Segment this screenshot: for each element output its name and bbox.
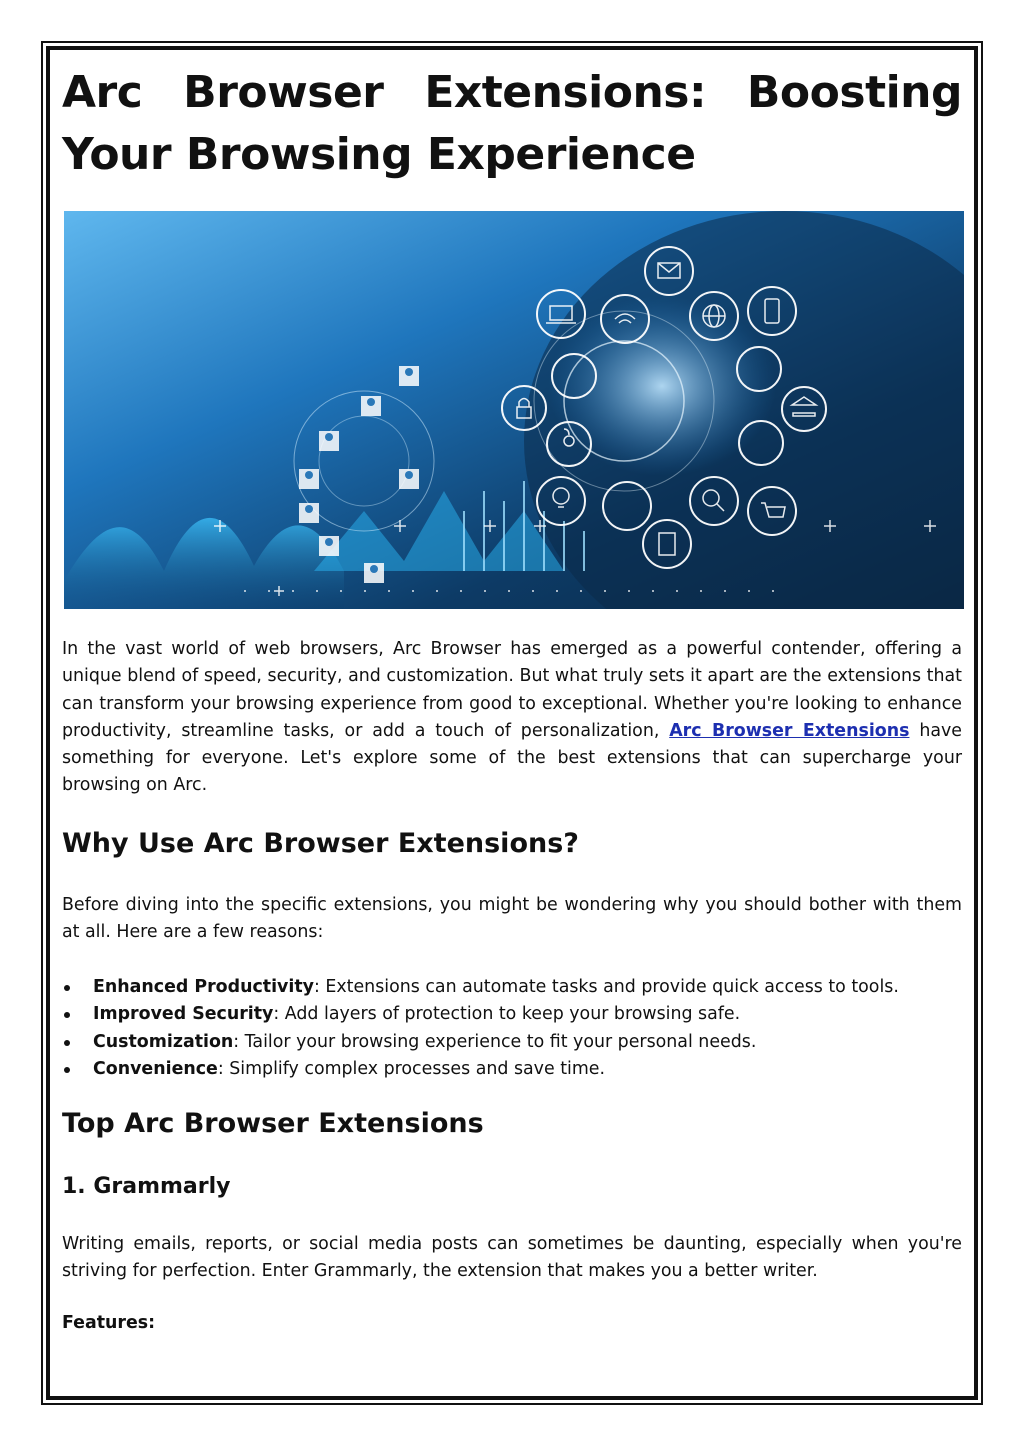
top-extensions-heading: Top Arc Browser Extensions: [62, 1108, 484, 1139]
why-heading: Why Use Arc Browser Extensions?: [62, 828, 579, 859]
bullet-icon: [64, 1012, 70, 1018]
page-title: Arc Browser Extensions: Boosting Your Browsing Experience: [62, 67, 962, 180]
article-header: [62, 62, 962, 186]
bullet-icon: [64, 985, 70, 991]
bullet-icon: [64, 1040, 70, 1046]
reason-term: Convenience: [93, 1059, 218, 1080]
reason-term: Improved Security: [93, 1004, 274, 1025]
arc-extensions-link[interactable]: Arc Browser Extensions: [669, 720, 910, 741]
reason-term: Enhanced Productivity: [93, 977, 314, 997]
grammarly-heading: 1. Grammarly: [62, 1174, 231, 1199]
grammarly-paragraph: Writing emails, reports, or social media posts can sometimes be daunting, especially when you're striving for perfection. Enter Grammarly, the extension that makes you a better writer.: [62, 1234, 962, 1282]
reason-term: Customization: [93, 1031, 234, 1052]
hero-illustration: [64, 211, 964, 609]
intro-text-after-link: have something for everyone. Let's explore some of the best extensions that can supercharge your browsing on Arc.: [62, 720, 962, 796]
features-label: Features:: [62, 1313, 156, 1333]
list-item: [62, 1056, 962, 1083]
hero-image: [64, 211, 964, 609]
reasons-list: [62, 974, 962, 1084]
reason-desc: : Simplify complex processes and save time.: [217, 1059, 606, 1080]
reason-desc: : Extensions can automate tasks and provide quick access to tools.: [314, 977, 899, 997]
list-item: [62, 974, 962, 1001]
intro-paragraph: [62, 636, 962, 800]
reason-desc: : Tailor your browsing experience to fit your personal needs.: [233, 1031, 757, 1052]
list-item: [62, 1001, 962, 1028]
bullet-icon: [64, 1067, 70, 1073]
why-paragraph: Before diving into the specific extensions, you might be wondering why you should bother with them at all. Here are a few reasons:: [62, 895, 962, 943]
reason-desc: : Add layers of protection to keep your browsing safe.: [273, 1004, 741, 1025]
list-item: [62, 1029, 962, 1056]
intro-text-before-link: In the vast world of web browsers, Arc Browser has emerged as a powerful contender, offering a unique blend of speed, security, and customization. But what truly sets it apart are the extensions that can transform your browsing experience from good to exceptional. Whether you're looking to enhance productivity, streamline tasks, or add a touch of personalization,: [62, 639, 962, 741]
